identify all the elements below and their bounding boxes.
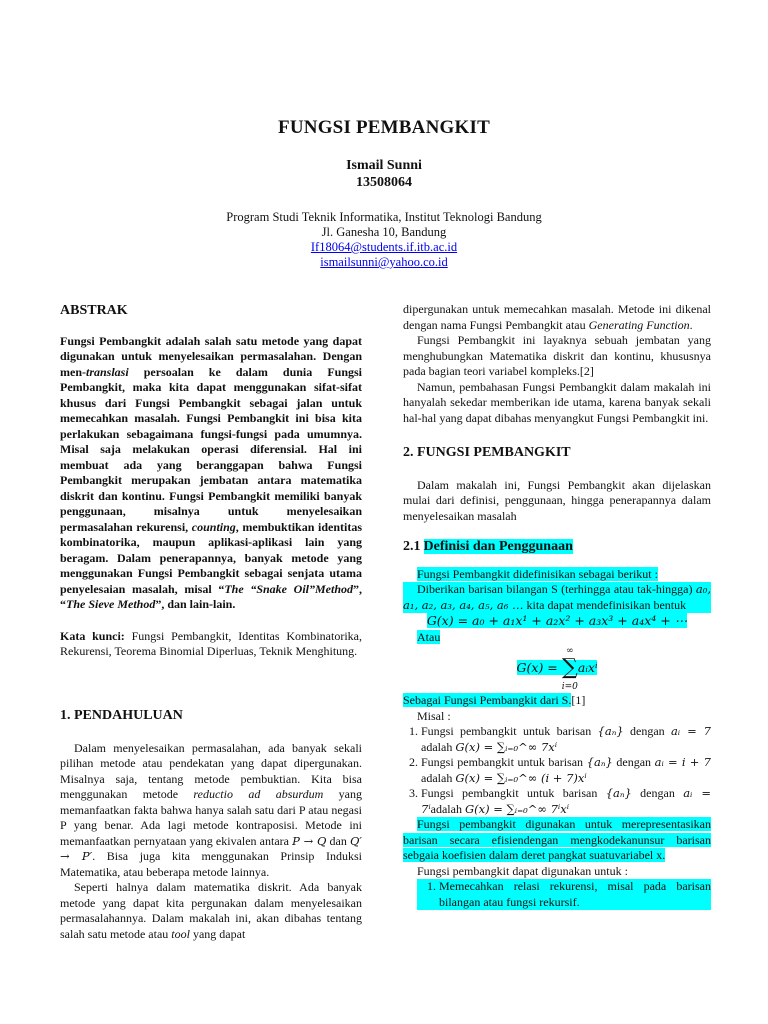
right-column [403,302,711,910]
abstract-heading: ABSTRAK [60,303,128,318]
definition-line-2: Diberikan barisan bilangan S (terhingga atau tak-hingga) a₀, a₁, a₂, a₃, a₄, a₅, a₆ … kita dapat mendefinisikan bentuk [403,582,711,612]
usage-paragraph: Fungsi pembangkit digunakan untuk merepresentasikan barisan secara efisiendengan mengkodekanunsur barisan sebgaia koefisien dalam deret pangkat suatuvariabel x. [403,817,711,862]
scope-paragraph: Namun, pembahasan Fungsi Pembangkit dalam makalah ini hanyalah sekedar memberikan ide utama, karena banyak sekali hal-hal yang dapat dibahas menyangkut Fungsi Pembangkit ini. [403,379,711,425]
equation-sum: G(x) = ∞ ∑ i=0aᵢxⁱ [516,646,598,692]
keywords: Kata kunci: Fungsi Pembangkit, Identitas Kombinatorika, Rekurensi, Teorema Binomial Diperluas, Teknik Menghitung. [60,628,362,658]
email-link-1[interactable]: If18064@students.if.itb.ac.id [310,240,458,254]
intro-section [60,708,362,942]
citation-1[interactable]: [1] [571,693,586,707]
usage-list [417,879,711,910]
affiliation-block [0,210,768,270]
paper-title: FUNGSI PEMBANGKIT [278,117,490,138]
example-item: 1. Fungsi pembangkit untuk barisan {aₙ} dengan aᵢ = 7 adalah G(x) = ∑ᵢ₌₀^∞ 7xⁱ [421,724,711,755]
example-item: 3. Fungsi pembangkit untuk barisan {aₙ} dengan aᵢ = 7ⁱadalah G(x) = ∑ᵢ₌₀^∞ 7ⁱxⁱ [421,786,711,817]
address: Jl. Ganesha 10, Bandung [321,225,447,239]
author-name: Ismail Sunni [346,158,422,173]
email-link-2[interactable]: ismailsunni@yahoo.co.id [320,255,448,269]
author-block [0,157,768,191]
bridge-paragraph: Fungsi Pembangkit ini layaknya sebuah jembatan yang menghubungkan Matematika diskrit dan kontinu, khususnya pada bagian teori variabel kompleks.[2] [403,333,711,378]
intro-paragraph-2: Seperti halnya dalam matematika diskrit. Ada banyak metode yang dapat kita pergunakan dalam menyelesaikan permasalahannya. Dalam makalah ini, akan dibahas tentang salah satu metode atau tool yang dapat [60,880,362,941]
atau-label: Atau [417,629,441,644]
example-item: 2. Fungsi pembangkit untuk barisan {aₙ} dengan aᵢ = i + 7 adalah G(x) = ∑ᵢ₌₀^∞ (i + 7)xⁱ [421,755,711,786]
subsection-title: Definisi dan Penggunaan [423,539,573,554]
subsection-heading [403,539,711,555]
usage-intro: Fungsi pembangkit dapat digunakan untuk : [417,863,628,878]
subsection-number: 2.1 [403,539,421,554]
intro-heading: 1. PENDAHULUAN [60,708,183,723]
affiliation: Program Studi Teknik Informatika, Institut Teknologi Bandung [226,210,542,224]
section-2-intro: Dalam makalah ini, Fungsi Pembangkit akan dijelaskan mulai dari definisi, penggunaan, hingga penerapannya dalam menyelesaikan masalah [403,477,711,523]
intro-continued: dipergunakan untuk memecahkan masalah. Metode ini dikenal dengan nama Fungsi Pembangkit atau Generating Function. [403,302,711,332]
abstract-section [60,303,362,660]
usage-item: 1. Memecahkan relasi rekurensi, misal pada barisan bilangan atau fungsi rekursif. [439,879,711,910]
definition-closing: Sebagai Fungsi Pembangkit dari S. [403,693,572,707]
author-id: 13508064 [356,175,412,190]
section-2-heading: 2. FUNGSI PEMBANGKIT [403,445,571,460]
misal-label: Misal : [417,708,451,723]
intro-paragraph-1: Dalam menyelesaikan permasalahan, ada banyak sekali pilihan metode atau pendekatan yang dapat dipergunakan. Misalnya saja, tentang metode pembuktian. Kita bisa menggunakan metode reductio ad absurdum yang memanfaatkan fakta bahwa hanya salah satu dari P atau negasi P yang benar. Ada lagi metode kontraposisi. Metode ini memanfaatkan pernyataan yang ekivalen antara P → Q dan Q′ → P′. Bisa juga kita menggunakan Prinsip Induksi Matematika, atau beberapa metode lainnya. [60,740,362,879]
definition-block [403,567,711,911]
definition-line-1: Fungsi Pembangkit didefinisikan sebagai berikut : [417,566,658,581]
example-list [403,724,711,817]
abstract-text: Fungsi Pembangkit adalah salah satu metode yang dapat digunakan untuk menyelesaikan permasalahan. Dengan men-translasi persoalan ke dalam dunia Fungsi Pembangkit, maka kita dapat menggunakan sifat-sifat khusus dari Fungsi Pembangkit sebagai jalan untuk memecahkan masalah. Fungsi Pembangkit ini bisa kita perlakukan sebagaimana fungsi-fungsi pada umumnya. Misal saja melakukan operasi diferensial. Hal ini membuat ada yang beranggapan bahwa Fungsi Pembangkit merupakan jembatan antara matematika diskrit dan kontinu. Fungsi Pembangkit memiliki banyak penggunaan, misalnya untuk menyelesaikan permasalahan rekurensi, counting, membuktikan identitas kombinatorika, maupun aplikasi-aplikasi lain yang beragam. Dalam penerapannya, banyak metode yang menggunakan Fungsi Pembangkit sebagai senjata utama penyelesaian masalah, misal “The “Snake Oil”Method”, “The Sieve Method”, dan lain-lain. [60,333,362,611]
equation-series: G(x) = a₀ + a₁x¹ + a₂x² + a₃x³ + a₄x⁴ + ⋯ [426,613,688,628]
